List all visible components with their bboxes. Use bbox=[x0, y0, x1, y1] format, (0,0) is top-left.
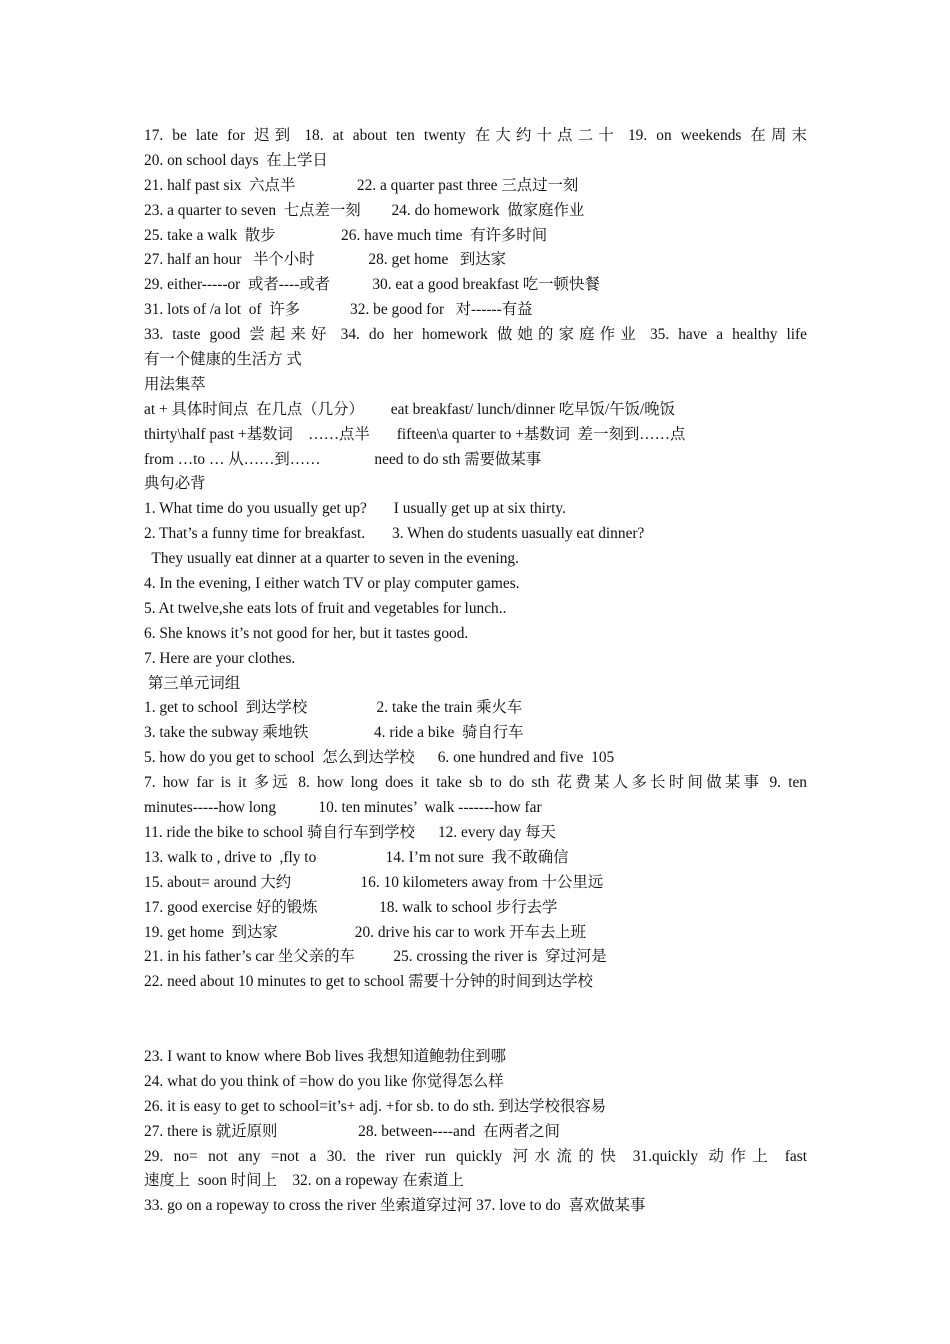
document-page bbox=[144, 124, 807, 1219]
blank-line bbox=[144, 1020, 807, 1045]
text-line: 29. no= not any =not a 30. the river run quickly 河水流的快 31.quickly 动作上 fast bbox=[144, 1147, 807, 1165]
text-line: minutes-----how long 10. ten minutes’ walk -------how far bbox=[144, 799, 542, 817]
text-line: 23. I want to know where Bob lives 我想知道鲍勃住到哪 bbox=[144, 1047, 507, 1065]
text-line: 23. a quarter to seven 七点差一刻 24. do homework 做家庭作业 bbox=[144, 201, 585, 219]
text-line: 速度上 soon 时间上 32. on a ropeway 在索道上 bbox=[144, 1172, 464, 1190]
text-line: 7. how far is it 多远 8. how long does it take sb to do sth 花费某人多长时间做某事 9. ten bbox=[144, 774, 807, 792]
text-line: 22. need about 10 minutes to get to school 需要十分钟的时间到达学校 bbox=[144, 973, 593, 991]
text-line: 24. what do you think of =how do you like 你觉得怎么样 bbox=[144, 1072, 504, 1090]
text-line: 第三单元词组 bbox=[144, 674, 241, 692]
text-line: 26. it is easy to get to school=it’s+ adj. +for sb. to do sth. 到达学校很容易 bbox=[144, 1097, 607, 1115]
text-line: 19. get home 到达家 20. drive his car to work 开车去上班 bbox=[144, 923, 586, 941]
text-line: 25. take a walk 散步 26. have much time 有许多时间 bbox=[144, 226, 548, 244]
text-line: thirty\half past +基数词 ……点半 fifteen\a quarter to +基数词 差一刻到……点 bbox=[144, 425, 686, 443]
text-line: 5. At twelve,she eats lots of fruit and vegetables for lunch.. bbox=[144, 599, 507, 617]
text-line: 27. half an hour 半个小时 28. get home 到达家 bbox=[144, 251, 507, 269]
text-line: 5. how do you get to school 怎么到达学校 6. one hundred and five 105 bbox=[144, 749, 615, 767]
blank-line bbox=[144, 995, 807, 1020]
text-line: 21. in his father’s car 坐父亲的车 25. crossing the river is 穿过河是 bbox=[144, 948, 607, 966]
text-line: 有一个健康的生活方 式 bbox=[144, 351, 302, 369]
text-line: 31. lots of /a lot of 许多 32. be good for 对------有益 bbox=[144, 301, 533, 319]
text-line: 2. That’s a funny time for breakfast. 3. When do students uasually eat dinner? bbox=[144, 525, 645, 543]
text-line: 20. on school days 在上学日 bbox=[144, 151, 328, 169]
text-line: 1. What time do you usually get up? I usually get up at six thirty. bbox=[144, 500, 566, 518]
text-line: 17. good exercise 好的锻炼 18. walk to school 步行去学 bbox=[144, 898, 558, 916]
text-line: 典句必背 bbox=[144, 475, 206, 493]
text-line: They usually eat dinner at a quarter to seven in the evening. bbox=[144, 550, 519, 568]
text-line: 33. go on a ropeway to cross the river 坐索道穿过河 37. love to do 喜欢做某事 bbox=[144, 1197, 646, 1215]
text-line: 1. get to school 到达学校 2. take the train 乘火车 bbox=[144, 699, 523, 717]
text-line: 13. walk to , drive to ,fly to 14. I’m not sure 我不敢确信 bbox=[144, 848, 569, 866]
text-line: 6. She knows it’s not good for her, but it tastes good. bbox=[144, 624, 469, 642]
text-line: 21. half past six 六点半 22. a quarter past three 三点过一刻 bbox=[144, 176, 579, 194]
text-line: 29. either-----or 或者----或者 30. eat a good breakfast 吃一顿快餐 bbox=[144, 276, 600, 294]
text-line: 17. be late for 迟到 18. at about ten twenty 在大约十点二十 19. on weekends 在周末 bbox=[144, 127, 807, 144]
text-line: 用法集萃 bbox=[144, 375, 206, 393]
text-line: 4. In the evening, I either watch TV or play computer games. bbox=[144, 575, 520, 593]
text-line: 15. about= around 大约 16. 10 kilometers away from 十公里远 bbox=[144, 873, 604, 891]
text-line: at + 具体时间点 在几点（几分） eat breakfast/ lunch/dinner 吃早饭/午饭/晚饭 bbox=[144, 400, 676, 418]
text-line: 33. taste good 尝起来好 34. do her homework 做她的家庭作业 35. have a healthy life bbox=[144, 326, 807, 344]
text-line: 3. take the subway 乘地铁 4. ride a bike 骑自行车 bbox=[144, 724, 524, 742]
text-line: 27. there is 就近原则 28. between----and 在两者之间 bbox=[144, 1122, 560, 1140]
text-line: 11. ride the bike to school 骑自行车到学校 12. every day 每天 bbox=[144, 823, 556, 841]
text-line: 7. Here are your clothes. bbox=[144, 649, 296, 667]
text-line: from …to … 从……到…… need to do sth 需要做某事 bbox=[144, 450, 542, 468]
